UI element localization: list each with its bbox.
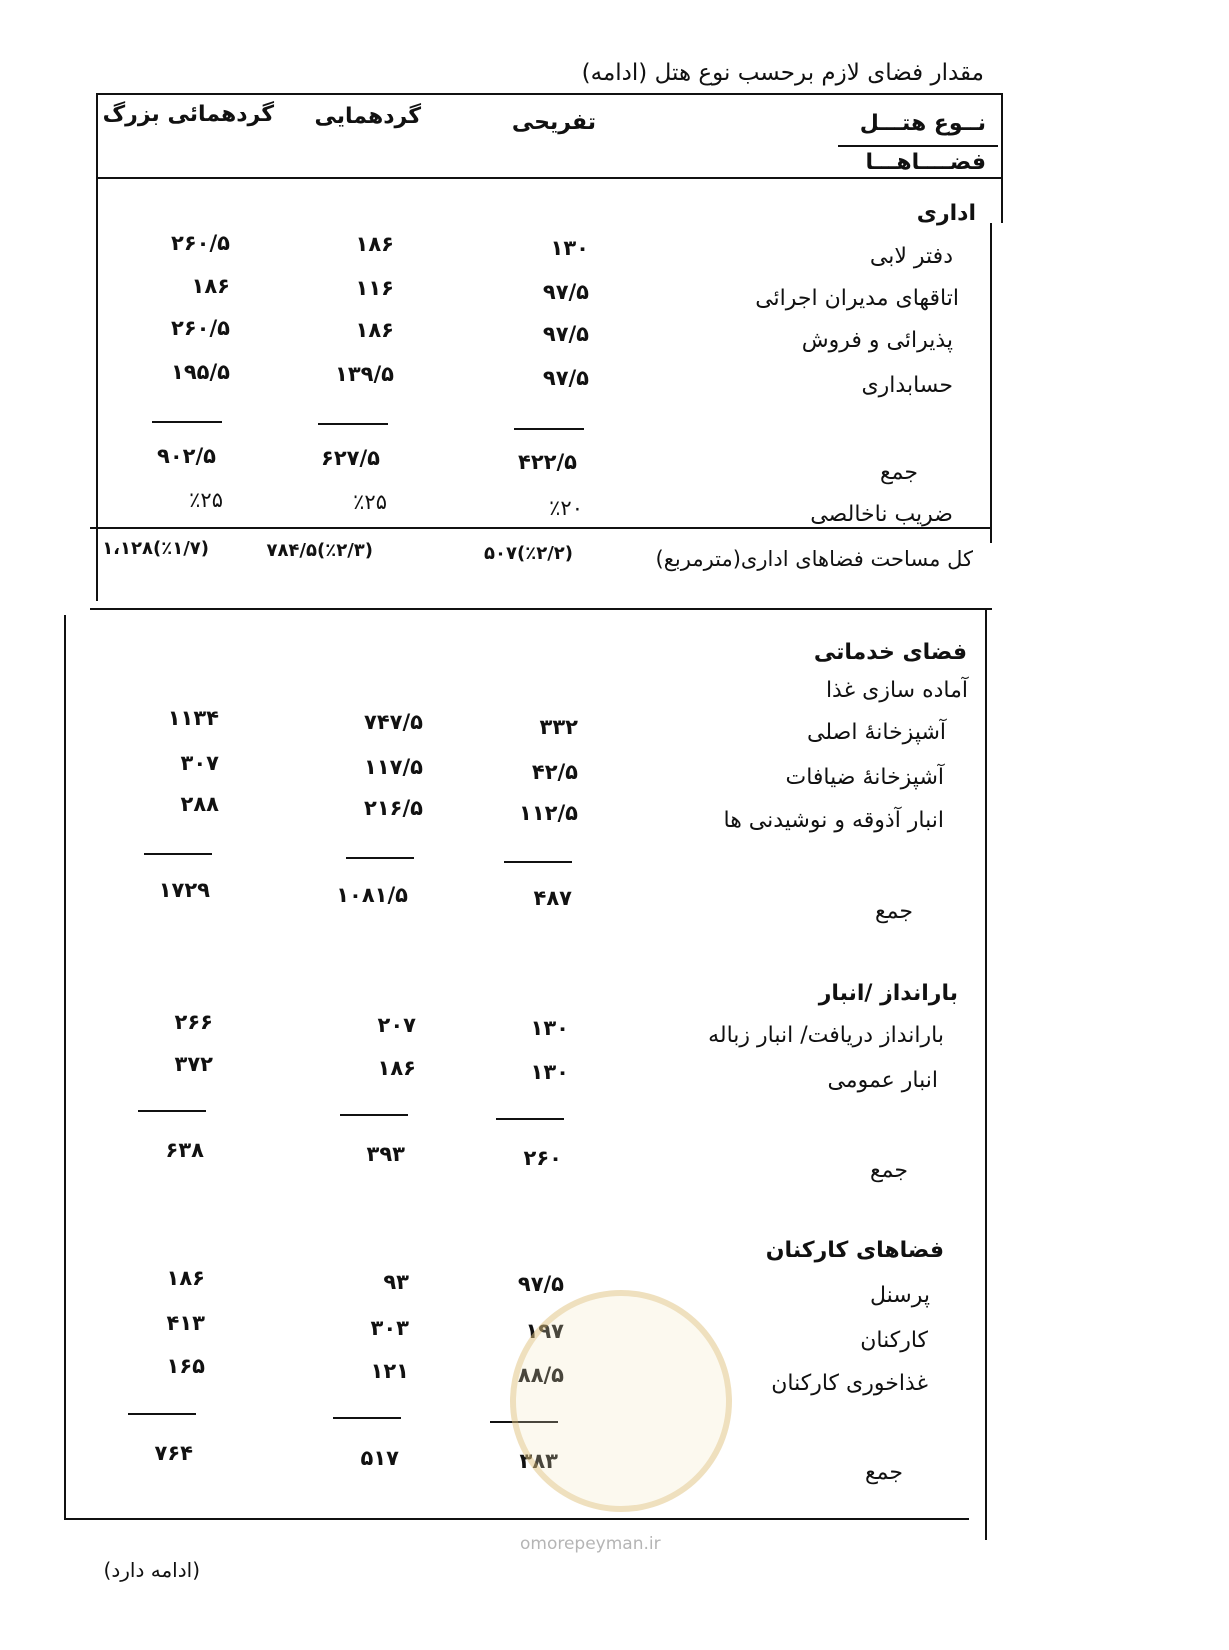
admin-row-c3: ۲۶۰/۵ (171, 316, 230, 340)
dock-sum-c3: ۶۳۸ (165, 1138, 204, 1162)
table-left-border-lower (64, 615, 66, 1520)
service-row-c1: ۳۳۲ (539, 715, 578, 739)
col-header-conference: گردهمایی (314, 104, 421, 129)
staff-row-c3: ۱۸۶ (166, 1266, 205, 1290)
staff-sum-label: جمع (864, 1460, 903, 1485)
dock-row-c1: ۱۳۰ (530, 1016, 569, 1040)
admin-row-label: اتاقهای مدیران اجرائی (755, 286, 959, 311)
staff-row-c1: ۹۷/۵ (517, 1272, 564, 1296)
admin-sum-c1: ۴۲۲/۵ (518, 450, 577, 474)
admin-sum-c3: ۹۰۲/۵ (157, 444, 216, 468)
admin-coef-label: ضریب ناخالصی (810, 502, 953, 527)
service-row-label: آشپزخانهٔ ضیافات (785, 765, 944, 790)
staff-row-c2: ۱۲۱ (370, 1359, 409, 1383)
staff-row-c2: ۳۰۳ (370, 1316, 409, 1340)
admin-sum-label: جمع (879, 460, 918, 485)
table-right-border-lower (990, 223, 992, 543)
section-title-service: فضای خدماتی (813, 640, 967, 665)
admin-row-c1: ۹۷/۵ (542, 322, 589, 346)
table-top-border (98, 93, 1003, 95)
dock-row-c3: ۳۷۲ (174, 1052, 213, 1076)
service-row-c1: ۱۱۲/۵ (519, 801, 578, 825)
dock-row-c1: ۱۳۰ (530, 1060, 569, 1084)
sum-rule (144, 853, 212, 855)
service-row-c2: ۲۱۶/۵ (364, 796, 423, 820)
header-spaces: فضــــاهـــا (865, 150, 986, 175)
staff-row-c1: ۸۸/۵ (517, 1363, 564, 1387)
col-header-large-conference: گردهمائی بزرگ (102, 102, 274, 127)
dock-row-label: انبار عمومی (827, 1068, 938, 1093)
service-row-c2: ۱۱۷/۵ (364, 755, 423, 779)
table-right-border (1001, 93, 1003, 223)
staff-sum-c1: ۳۸۳ (519, 1449, 558, 1473)
service-row-c3: ۱۱۳۴ (167, 706, 219, 730)
admin-total-bottom-border (90, 608, 992, 610)
admin-coef-c3: ٪۲۵ (189, 488, 223, 512)
admin-row-c3: ۲۶۰/۵ (171, 231, 230, 255)
service-row-c3: ۲۸۸ (180, 792, 219, 816)
sum-rule (333, 1417, 401, 1419)
admin-sum-c2: ۶۲۷/۵ (321, 446, 380, 470)
section-title-staff: فضاهای کارکنان (765, 1238, 944, 1263)
service-row-label: انبار آذوقه و نوشیدنی ها (723, 808, 944, 833)
sum-rule (138, 1110, 206, 1112)
admin-row-c1: ۹۷/۵ (542, 366, 589, 390)
col-header-recreational: تفریحی (511, 110, 596, 135)
admin-row-c2: ۱۸۶ (355, 232, 394, 256)
admin-row-label: حسابداری (861, 373, 953, 398)
service-sum-label: جمع (874, 899, 913, 924)
service-row-c3: ۳۰۷ (180, 751, 219, 775)
staff-row-c1: ۱۹۷ (525, 1319, 564, 1343)
table-left-border (96, 93, 98, 601)
dock-row-c2: ۲۰۷ (377, 1013, 416, 1037)
continued-note: (ادامه دارد) (103, 1558, 200, 1582)
admin-total-c1: (٪۲/۲)۵۰۷ (484, 543, 573, 564)
admin-row-c2: ۱۱۶ (355, 276, 394, 300)
admin-row-c1: ۹۷/۵ (542, 280, 589, 304)
section-subtitle-food: آماده سازی غذا (825, 678, 968, 703)
admin-coef-c1: ٪۲۰ (549, 496, 583, 520)
service-row-c2: ۷۴۷/۵ (364, 710, 423, 734)
header-bottom-border (98, 177, 1002, 179)
sum-rule (340, 1114, 408, 1116)
admin-total-top-border (90, 527, 992, 529)
admin-row-label: پذیرائی و فروش (801, 328, 953, 353)
dock-sum-label: جمع (869, 1158, 908, 1183)
watermark-text: omorepeyman.ir (520, 1534, 661, 1554)
staff-sum-c3: ۷۶۴ (154, 1441, 193, 1465)
admin-row-c1: ۱۳۰ (550, 236, 589, 260)
staff-row-label: کارکنان (860, 1328, 928, 1353)
page-title: مقدار فضای لازم برحسب نوع هتل (ادامه) (581, 60, 984, 86)
sum-rule (128, 1413, 196, 1415)
admin-row-c3: ۱۸۶ (191, 274, 230, 298)
dock-row-label: بارانداز دریافت/ انبار زباله (708, 1023, 944, 1048)
staff-row-label: غذاخوری کارکنان (771, 1371, 928, 1396)
dock-row-c2: ۱۸۶ (377, 1056, 416, 1080)
staff-sum-c2: ۵۱۷ (360, 1446, 399, 1470)
service-row-label: آشپزخانهٔ اصلی (807, 720, 946, 745)
sum-rule (504, 861, 572, 863)
dock-row-c3: ۲۶۶ (174, 1010, 213, 1034)
header-hotel-type: نــوع هتـــل (859, 111, 986, 136)
admin-row-c2: ۱۳۹/۵ (335, 362, 394, 386)
service-sum-c2: ۱۰۸۱/۵ (336, 883, 408, 907)
admin-row-c3: ۱۹۵/۵ (171, 360, 230, 384)
sum-rule (152, 421, 222, 423)
staff-row-label: پرسنل (870, 1283, 930, 1308)
sum-rule (346, 857, 414, 859)
table-bottom-border (64, 1518, 969, 1520)
admin-total-c3: (٪۱/۷)۱،۱۲۸ (102, 538, 209, 559)
section-title-admin: اداری (916, 201, 976, 226)
service-sum-c3: ۱۷۲۹ (158, 878, 210, 902)
section-title-dock: بارانداز /انبار (818, 981, 958, 1006)
staff-row-c2: ۹۳ (383, 1270, 409, 1294)
admin-total-label: کل مساحت فضاهای اداری(مترمربع) (655, 547, 973, 571)
service-sum-c1: ۴۸۷ (533, 886, 572, 910)
staff-row-c3: ۴۱۳ (166, 1311, 205, 1335)
table-right-border-bottom (985, 610, 987, 1540)
admin-total-c2: (٪۲/۳)۷۸۴/۵ (266, 540, 373, 561)
watermark-stamp-icon (510, 1290, 732, 1512)
sum-rule (318, 423, 388, 425)
admin-row-c2: ۱۸۶ (355, 318, 394, 342)
sum-rule (496, 1118, 564, 1120)
sum-rule (514, 428, 584, 430)
service-row-c1: ۴۲/۵ (531, 760, 578, 784)
admin-row-label: دفتر لابی (869, 244, 953, 269)
admin-coef-c2: ٪۲۵ (353, 490, 387, 514)
header-divider (838, 145, 998, 147)
dock-sum-c2: ۳۹۳ (366, 1142, 405, 1166)
staff-row-c3: ۱۶۵ (166, 1354, 205, 1378)
dock-sum-c1: ۲۶۰ (523, 1146, 562, 1170)
